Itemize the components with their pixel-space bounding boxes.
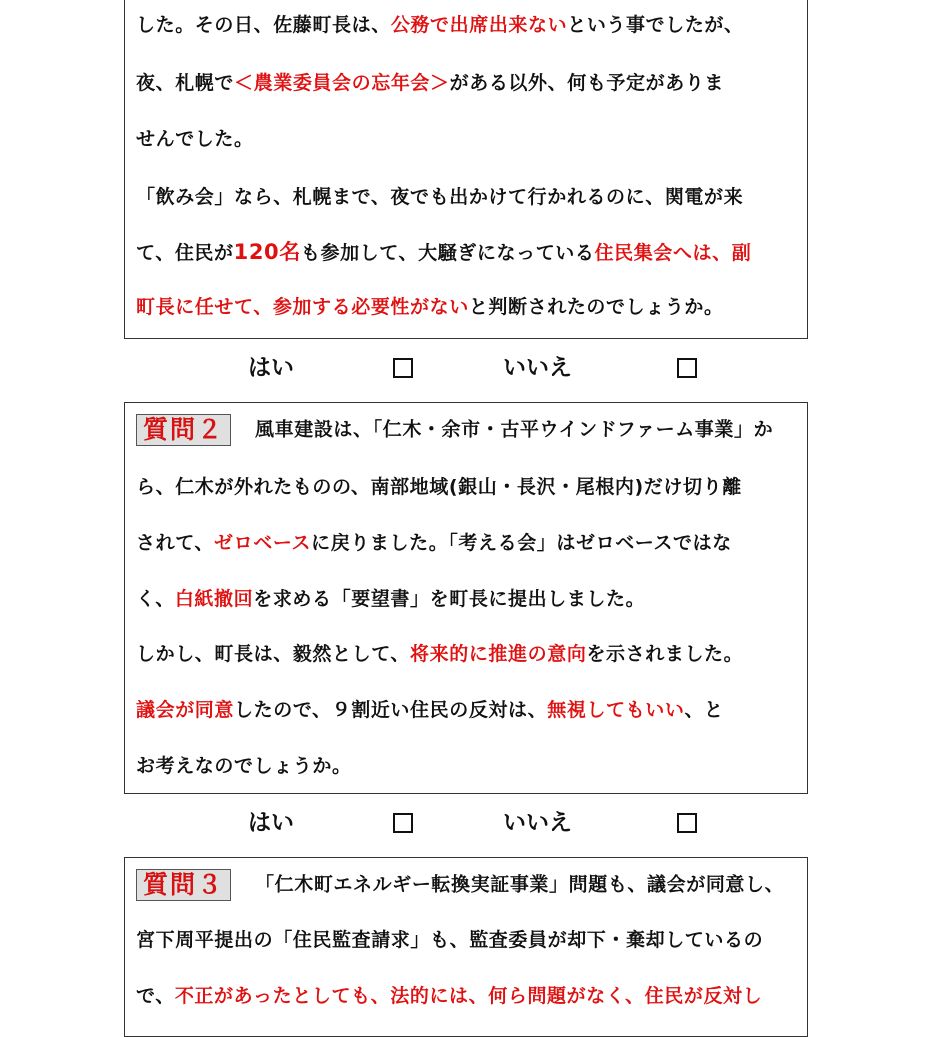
- yes-checkbox[interactable]: [393, 813, 413, 833]
- q3-line-2: 宮下周平提出の「住民監査請求」も、監査委員が却下・棄却しているの: [136, 929, 764, 951]
- yes-label: はい: [248, 810, 294, 836]
- q1-line-4: 「飲み会」なら、札幌まで、夜でも出かけて行かれるのに、関電が来: [136, 186, 744, 208]
- question-1-box: [124, 0, 808, 339]
- q2-line-7: お考えなのでしょうか。: [136, 755, 352, 777]
- answer-row-1: [0, 353, 932, 383]
- question-3-box: [124, 857, 808, 1037]
- q3-line-1: 質問３ 「仁木町エネルギー転換実証事業」問題も、議会が同意し、: [136, 867, 801, 902]
- question-3-label: 質問３: [136, 869, 231, 901]
- q1-line-3: せんでした。: [136, 128, 254, 150]
- q2-line-5: しかし、町長は、毅然として、将来的に推進の意向を示されました。: [136, 643, 744, 665]
- question-2-label: 質問２: [136, 414, 231, 446]
- no-label: いいえ: [503, 355, 572, 381]
- q2-line-4: く、白紙撤回を求める「要望書」を町長に提出しました。: [136, 588, 646, 610]
- q1-line-5: て、住民が120名も参加して、大騒ぎになっている住民集会へは、副: [136, 240, 752, 264]
- q3-line-3: で、不正があったとしても、法的には、何ら問題がなく、住民が反対し: [136, 985, 763, 1007]
- q1-line-6: 町長に任せて、参加する必要性がないと判断されたのでしょうか。: [136, 296, 724, 318]
- q2-line-2: ら、仁木が外れたものの、南部地域(銀山・長沢・尾根内)だけ切り離: [136, 476, 742, 498]
- no-label: いいえ: [503, 810, 572, 836]
- answer-row-2: [0, 808, 932, 838]
- q2-line-6: 議会が同意したので、９割近い住民の反対は、無視してもいい、と: [136, 699, 724, 721]
- q1-line-1: した。その日、佐藤町長は、公務で出席出来ないという事でしたが、: [136, 14, 744, 36]
- no-checkbox[interactable]: [677, 358, 697, 378]
- no-checkbox[interactable]: [677, 813, 697, 833]
- yes-checkbox[interactable]: [393, 358, 413, 378]
- q2-line-3: されて、ゼロベースに戻りました。「考える会」はゼロベースではな: [136, 532, 732, 554]
- question-2-box: [124, 402, 808, 794]
- q1-line-2: 夜、札幌で＜農業委員会の忘年会＞がある以外、何も予定がありま: [136, 72, 725, 94]
- q2-line-1: 質問２ 風車建設は、「仁木・余市・古平ウインドファーム事業」か: [136, 412, 801, 447]
- yes-label: はい: [248, 355, 294, 381]
